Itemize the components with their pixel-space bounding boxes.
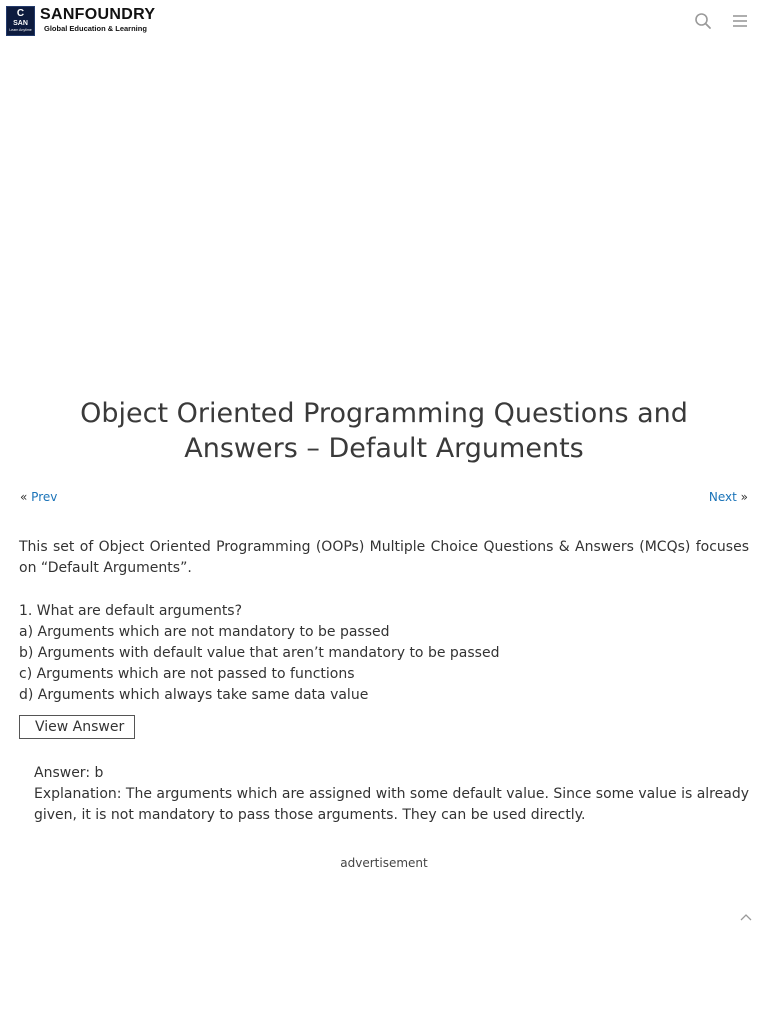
next-link-group [709,489,748,505]
page-title: Object Oriented Programming Questions and Answers – Default Arguments [80,398,688,464]
question-text: 1. What are default arguments? [19,603,243,619]
intro-paragraph: This set of Object Oriented Programming (OOPs) Multiple Choice Questions & Answers (MCQs) focuses on “Default Arguments”. [19,539,749,576]
prev-marker: « [20,490,28,504]
logo-tagline: Global Education & Learning [44,24,147,33]
logo-badge-letter: C [16,8,25,20]
next-marker: » [740,490,748,504]
advertisement-label: advertisement [340,856,428,870]
view-answer-button[interactable]: View Answer [19,715,135,739]
answer-text: Answer: b [34,765,104,781]
hamburger-menu-icon[interactable] [731,12,749,30]
logo-name: SANFOUNDRY [40,6,156,23]
site-logo[interactable] [6,6,155,36]
logo-badge [6,6,35,36]
logo-badge-motto: Learn Anytime [9,28,32,33]
ad-placeholder [0,44,768,384]
option-c: c) Arguments which are not passed to functions [19,666,355,682]
article-content [19,537,749,826]
answer-block [34,763,749,826]
explanation-text: Explanation: The arguments which are assigned with some default value. Since some value is already given, it is not mandatory to pass those arguments. They can be used directly. [34,786,749,823]
option-a: a) Arguments which are not mandatory to be passed [19,624,390,640]
option-b: b) Arguments with default value that aren’t mandatory to be passed [19,645,500,661]
option-d: d) Arguments which always take same data value [19,687,369,703]
prev-link[interactable]: Prev [31,490,58,504]
question-block [19,601,749,706]
search-icon[interactable] [694,12,712,30]
next-link[interactable]: Next [708,490,737,504]
scroll-to-top-icon[interactable] [739,909,753,923]
site-header [0,0,768,44]
logo-text [40,6,155,33]
logo-badge-abbrev: SAN [13,20,28,28]
prev-link-group [20,489,57,505]
